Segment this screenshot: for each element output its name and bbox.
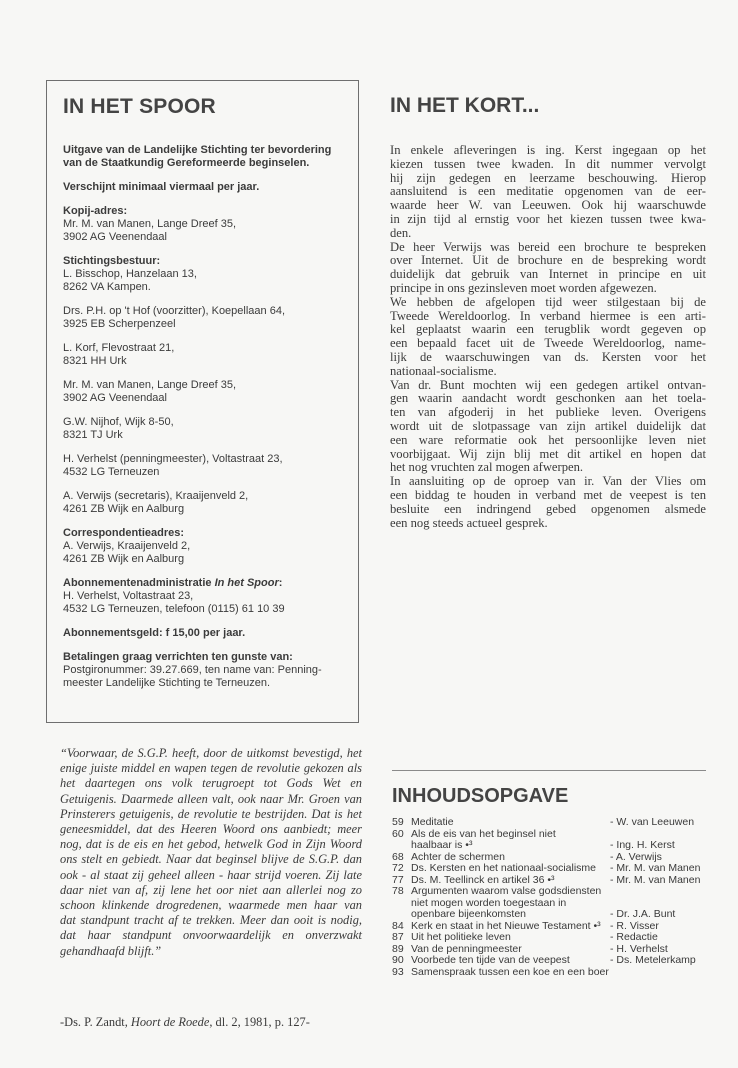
editorial-line: ten van afgoderij in het publieke leven. Overigens	[390, 405, 706, 420]
board-heading: Stichtingsbestuur:	[63, 255, 161, 267]
entry-author: - Ing. H. Kerst	[610, 839, 675, 851]
entry-title: Uit het politieke leven	[411, 931, 511, 943]
entry-page-number: 77	[392, 873, 404, 886]
editorial-line: waarde heer W. van Leeuwen. Ook hij waarschuwde	[390, 198, 706, 213]
editorial-line: voorbijgaat. Wij zijn blij met dit artikel en hopen dat	[390, 446, 706, 461]
board-member	[63, 490, 346, 516]
address-line: 8321 HH Urk	[63, 355, 127, 367]
contents-entry	[392, 886, 712, 921]
subs-heading-title: In het Spoor	[214, 577, 279, 589]
address-line: 3902 AG Veenendaal	[63, 231, 167, 243]
editorial-line: het nog vruchten zal mogen afwerpen.	[390, 460, 584, 475]
editorial-line: nationaal-socialisme.	[390, 363, 497, 378]
editorial-line: een bepaald facet uit de Tweede Wereldoorlog, name-	[390, 336, 706, 351]
entry-author: - Mr. M. van Manen	[610, 873, 701, 886]
colophon-box	[46, 80, 359, 723]
entry-page-number: 59	[392, 816, 404, 828]
quote-line: Getuigenis. Daarmede alleen valt, ook naar Mr. Groen van	[60, 791, 362, 806]
entry-title: haalbaar is •³	[411, 839, 473, 851]
editorial-line: gen waarin aandacht wordt geschonken aan het toela-	[390, 391, 706, 406]
address-line: 8262 VA Kampen.	[63, 281, 151, 293]
publisher-intro	[63, 144, 346, 170]
contents-list	[392, 817, 712, 978]
contents-entry	[392, 817, 712, 829]
attribution-suffix: , dl. 2, 1981, p. 127-	[209, 1015, 310, 1029]
address-line: 3925 EB Scherpenzeel	[63, 318, 176, 330]
quote-line: gehandhaafd blijft.”	[60, 943, 162, 958]
editorial-line: We hebben de afgelopen tijd weer stilgestaan bij de	[390, 294, 706, 309]
editorial-article	[390, 80, 706, 530]
quote-line: geneesmiddel, dat des Heeren Woord ons aanbiedt; meer	[60, 822, 362, 837]
quote-line: nog, dat is de eis en het gebod, hetwelk God in Zijn Woord	[60, 837, 362, 852]
entry-title: Argumenten waarom valse godsdiensten	[411, 885, 602, 897]
payment-info	[63, 651, 346, 690]
frequency-note	[63, 181, 346, 194]
subs-heading	[63, 577, 346, 590]
editorial-line: Van dr. Bunt mochten wij een gedegen artikel ontvan-	[390, 377, 706, 392]
attribution-prefix: -Ds. P. Zandt,	[60, 1015, 131, 1029]
frequency-text: Verschijnt minimaal viermaal per jaar.	[63, 181, 260, 193]
contents-entry	[392, 863, 712, 875]
editorial-line: In aansluiting op de oproep van ir. Van der Vlies om	[390, 474, 706, 489]
entry-page-number: 93	[392, 965, 404, 978]
board-member	[63, 342, 346, 368]
editorial-line: wordt uit de slotpassage van zijn artikel duidelijk dat	[390, 418, 706, 433]
copy-address	[63, 205, 346, 244]
fee-text: Abonnementsgeld: f 15,00 per jaar.	[63, 627, 246, 639]
editorial-line: een biddag te houden in verband met de veepest is ten	[390, 487, 706, 502]
contents-entry	[392, 829, 712, 852]
entry-author: - A. Verwijs	[610, 850, 662, 863]
entry-page-number: 78	[392, 885, 404, 897]
entry-page-number: 87	[392, 931, 404, 943]
editorial-title: IN HET KORT...	[390, 94, 540, 117]
editorial-line: Tweede Wereldoorlog. In verband hiermee is een arti-	[390, 308, 706, 323]
address-line: Mr. M. van Manen, Lange Dreef 35,	[63, 379, 237, 391]
editorial-line: aansluitend is een meditatie opgenomen van de eer-	[390, 184, 706, 199]
entry-author: - H. Verhelst	[610, 942, 668, 955]
address-line: Mr. M. van Manen, Lange Dreef 35,	[63, 218, 237, 230]
intro-line: Uitgave van de Landelijke Stichting ter bevordering	[63, 144, 332, 156]
entry-title: Voorbede ten tijde van de veepest	[411, 954, 570, 966]
address-line: L. Bisschop, Hanzelaan 13,	[63, 268, 197, 280]
payment-heading: Betalingen graag verrichten ten gunste van:	[63, 651, 293, 663]
entry-title: Samenspraak tussen een koe en een boer	[411, 965, 609, 978]
quote-line: ons stelt en gebiedt. Naar dat beginsel blijve de S.G.P. dan	[60, 852, 362, 867]
entry-author: - Redactie	[610, 931, 658, 943]
address-line: 4532 LG Terneuzen	[63, 466, 160, 478]
entry-title: openbare bijeenkomsten	[411, 908, 526, 920]
entry-title: Als de eis van het beginsel niet	[411, 827, 556, 840]
address-line: A. Verwijs (secretaris), Kraaijenveld 2,	[63, 490, 249, 502]
quote-block	[60, 746, 362, 959]
editorial-line: hij zijn gedegen en leerzame beschouwing. Hierop	[390, 170, 706, 185]
address-line: Drs. P.H. op 't Hof (voorzitter), Koepellaan 64,	[63, 305, 285, 317]
editorial-line: besluite een indringend gebed opgenomen alsmede	[390, 501, 706, 516]
editorial-line: principe in ons gezinsleven moet worden afgewezen.	[390, 280, 657, 295]
address-line: 8321 TJ Urk	[63, 429, 123, 441]
contents-entry	[392, 932, 712, 944]
quote-line: ook - al staat zij geheel alleen - haar strijd voeren. Zij late	[60, 867, 362, 882]
entry-author: - W. van Leeuwen	[610, 816, 695, 828]
editorial-line: een nog steeds actueel gesprek.	[390, 515, 548, 530]
corr-heading: Correspondentieadres:	[63, 527, 185, 539]
board-member	[63, 379, 346, 405]
address-line: 3902 AG Veenendaal	[63, 392, 167, 404]
quote-line: schoon klinkende drogredenen, waarmede men haar van	[60, 898, 362, 913]
entry-page-number: 84	[392, 919, 404, 932]
contents-title: INHOUDSOPGAVE	[392, 785, 569, 807]
quote-line: daar niet van af, zij lene het oor niet aan allerlei nog zo	[60, 882, 362, 897]
entry-title: Achter de schermen	[411, 850, 505, 863]
subscription-admin	[63, 577, 346, 616]
address-line: 4532 LG Terneuzen, telefoon (0115) 61 10 39	[63, 603, 285, 615]
address-line: 4261 ZB Wijk en Aalburg	[63, 503, 185, 515]
quote-line: Prinsterers getuigenis, de revolutie te bestrijden. Dat is het	[60, 806, 362, 821]
address-line: G.W. Nijhof, Wijk 8-50,	[63, 416, 174, 428]
board-member	[63, 416, 346, 442]
entry-title: Ds. Kersten en het nationaal-socialisme	[411, 862, 597, 874]
address-line: H. Verhelst (penningmeester), Voltastraat 23,	[63, 453, 283, 465]
editorial-line: een ware reformatie ook het persoonlijke leven niet	[390, 432, 706, 447]
board-member	[63, 453, 346, 479]
editorial-line: den.	[390, 225, 412, 240]
payment-line: meester Landelijke Stichting te Terneuzen.	[63, 677, 271, 689]
editorial-line: In enkele afleveringen is ing. Kerst ingegaan op het	[390, 143, 706, 157]
editorial-line: lijk de waarschuwingen van ds. Kersten voor het	[390, 349, 706, 364]
board-member	[63, 255, 346, 294]
quote-attribution	[60, 1015, 310, 1030]
address-line: 4261 ZB Wijk en Aalburg	[63, 553, 185, 565]
entry-page-number: 90	[392, 954, 404, 966]
entry-title: Kerk en staat in het Nieuwe Testament •³	[411, 919, 601, 932]
colophon-title: IN HET SPOOR	[63, 95, 216, 118]
entry-title: Van de penningmeester	[411, 942, 522, 955]
quote-line: dat standpunt tracht af te trekken. Meer dan ooit is nodig,	[60, 913, 362, 928]
entry-page-number: 60	[392, 827, 404, 840]
correspondence-address	[63, 527, 346, 566]
attribution-title: Hoort de Roede	[130, 1015, 210, 1029]
entry-author: - R. Visser	[610, 919, 659, 932]
address-line: H. Verhelst, Voltastraat 23,	[63, 590, 194, 602]
entry-page-number: 89	[392, 942, 404, 955]
quote-line: “Voorwaar, de S.G.P. heeft, door de uitkomst bevestigd, het	[60, 746, 362, 760]
subs-heading-suffix: :	[278, 577, 283, 589]
editorial-line: over Internet. Uit de brochure en de bespreking wordt	[390, 253, 706, 268]
copy-heading: Kopij-adres:	[63, 205, 128, 217]
contents-entry	[392, 955, 712, 967]
subscription-fee	[63, 627, 346, 640]
entry-page-number: 68	[392, 850, 404, 863]
contents-entry	[392, 967, 712, 979]
editorial-body	[390, 144, 706, 530]
editorial-line: kel geplaatst waarin een terugblik wordt gegeven op	[390, 322, 706, 337]
payment-line: Postgironummer: 39.27.669, ten name van: Penning-	[63, 664, 322, 676]
entry-title: niet mogen worden toegestaan in	[411, 896, 567, 909]
contents-divider	[392, 770, 706, 771]
entry-title: Ds. M. Teellinck en artikel 36 •³	[411, 873, 555, 886]
editorial-line: in zijn tijd al ernstig voor het kiezen tussen twee kwa-	[390, 211, 706, 226]
quote-line: het daartegen ons volk terugroept tot Gods Wet en	[60, 776, 362, 791]
editorial-line: De heer Verwijs was bereid een brochure te bespreken	[390, 239, 706, 254]
address-line: L. Korf, Flevostraat 21,	[63, 342, 175, 354]
entry-author: - Mr. M. van Manen	[610, 862, 701, 874]
entry-title: Meditatie	[411, 816, 454, 828]
subs-heading-prefix: Abonnementenadministratie	[63, 577, 215, 589]
editorial-line: duidelijk dat gebruik van Internet in principe en uit	[390, 267, 706, 282]
quote-line: dat haar standpunt onvoorwaardelijk en onverzwakt	[60, 928, 362, 943]
address-line: A. Verwijs, Kraaijenveld 2,	[63, 540, 191, 552]
entry-author: - Ds. Metelerkamp	[610, 954, 696, 966]
quote-line: enige juiste middel en wapen tegen de revolutie gekozen als	[60, 761, 362, 776]
intro-line: van de Staatkundig Gereformeerde beginselen.	[63, 157, 310, 169]
board-member	[63, 305, 346, 331]
entry-author: - Dr. J.A. Bunt	[610, 908, 676, 920]
entry-page-number: 72	[392, 862, 404, 874]
editorial-line: kiezen tussen twee kwaden. In dit nummer vervolgt	[390, 156, 706, 171]
